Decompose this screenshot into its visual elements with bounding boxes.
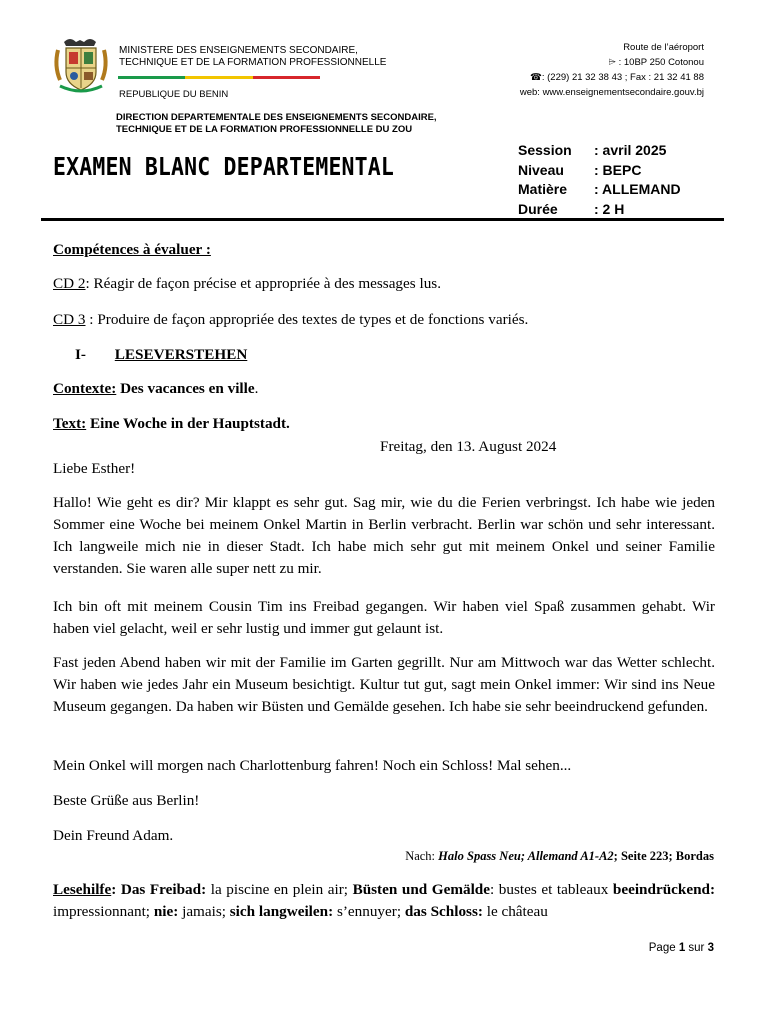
- glossary-def: la piscine en plein air;: [206, 881, 353, 898]
- text-label: Text:: [53, 415, 87, 432]
- level-row: [518, 161, 681, 181]
- source-book: Halo Spass Neu; Allemand A1-A2: [438, 849, 614, 863]
- source-citation: [405, 847, 714, 865]
- glossary-term: beeindrückend:: [612, 881, 716, 898]
- glossary-def: s’ennuyer;: [333, 903, 405, 920]
- page-footer: [649, 942, 714, 954]
- duration-row: [518, 200, 681, 220]
- ministry-line-2: TECHNIQUE ET DE LA FORMATION PROFESSIONNELLE: [119, 57, 387, 68]
- contexte-end: .: [254, 380, 259, 397]
- source-prefix: Nach:: [405, 849, 439, 863]
- direction-line-2: TECHNIQUE ET DE LA FORMATION PROFESSIONNELLE DU ZOU: [116, 124, 413, 135]
- letter-paragraph-4: Mein Onkel will morgen nach Charlottenburg fahren! Noch ein Schloss! Mal sehen...: [53, 757, 572, 774]
- cd3-line: [53, 309, 715, 331]
- website: web: www.enseignementsecondaire.gouv.bj: [519, 87, 704, 98]
- glossary-term: Das Freibad:: [120, 881, 207, 898]
- contexte-text: Des vacances en ville: [116, 380, 255, 397]
- benin-coat-of-arms-logo: [50, 36, 112, 94]
- lesehilfe-block: Lesehilfe: Das Freibad: la piscine en plein air; Büsten und Gemälde: bustes et tableaux beeindrückend: impressionnant; nie: jamais; sich langweilen: s’ennuyer; das Schloss: le château: [53, 881, 716, 920]
- letter-signature: Dein Freund Adam.: [53, 827, 174, 844]
- cd2-line: [53, 273, 715, 295]
- duration-label: Durée: [518, 200, 558, 217]
- competences-heading: Compétences à évaluer :: [53, 241, 211, 258]
- glossary-term: nie:: [153, 903, 179, 920]
- phone-fax: ☎: (229) 21 32 38 43 ; Fax : 21 32 41 88: [530, 72, 704, 83]
- page-word: Page: [648, 942, 679, 954]
- session-label: Session: [518, 142, 572, 158]
- subject-row: [518, 180, 681, 200]
- glossary-def: jamais;: [178, 903, 230, 920]
- direction-line-1: DIRECTION DEPARTEMENTALE DES ENSEIGNEMENTS SECONDAIRE,: [116, 112, 437, 123]
- text-title-line: [53, 413, 715, 435]
- cd3-text: : Produire de façon appropriée des textes de types et de fonctions variés.: [85, 311, 529, 328]
- direction-name: [116, 112, 437, 136]
- duration-value: : 2 H: [594, 200, 625, 217]
- republic-name: REPUBLIQUE DU BENIN: [119, 89, 229, 100]
- letter-paragraph-2: Ich bin oft mit meinem Cousin Tim ins Freibad gegangen. Wir haben viel Spaß zusammen gehabt. Wir haben viel gelacht, weil er sehr lustig und immer gut gelaunt ist.: [53, 598, 715, 637]
- glossary-def: le château: [482, 903, 548, 920]
- ministry-name: [119, 45, 386, 69]
- glossary-def: : bustes et tableaux: [490, 881, 613, 898]
- glossary-term: Büsten und Gemälde: [352, 881, 490, 898]
- header-divider: [41, 218, 724, 221]
- flag-red: [253, 76, 320, 79]
- letter-greeting: Liebe Esther!: [53, 460, 136, 477]
- page-total: 3: [707, 942, 714, 954]
- exam-title: EXAMEN BLANC DEPARTEMENTAL: [53, 152, 395, 181]
- session-row: [518, 141, 681, 161]
- level-label: Niveau: [518, 161, 564, 178]
- letter-paragraph-1: Hallo! Wie geht es dir? Mir klappt es sehr gut. Sag mir, wie du die Ferien verbringst. Ich habe wie jeden Sommer eine Woche bei meinem Onkel Martin in Berlin verbracht. Berlin war schön und sehr interessant. Ich langweile mich nie in dieser Stadt. Ich habe mich sehr gut mit meinem Onkel und seiner Familie verstanden. Sie waren alle super nett zu mir.: [53, 494, 715, 577]
- letter-paragraph-3: Fast jeden Abend haben wir mit der Familie im Garten gegrillt. Nur am Mittwoch war das Wetter schlecht. Wir haben wie jedes Jahr ein Museum besichtigt. Kultur tut gut, sagt mein Onkel immer: Wir sind ins Neue Museum gegangen. Da haben wir Büsten und Gemälde gesehen. Ich habe sie sehr beeindruckend gefunden.: [53, 654, 715, 715]
- contact-block: [520, 40, 704, 100]
- glossary-term: sich langweilen:: [229, 903, 334, 920]
- ministry-line-1: MINISTERE DES ENSEIGNEMENTS SECONDAIRE,: [119, 45, 358, 56]
- competences-title: [53, 239, 715, 261]
- text-title: Eine Woche in der Hauptstadt.: [86, 415, 290, 432]
- flag-yellow: [185, 76, 252, 79]
- subject-value: : ALLEMAND: [594, 181, 681, 197]
- cd2-text: : Réagir de façon précise et appropriée à des messages lus.: [85, 275, 441, 292]
- section-heading: [75, 344, 737, 366]
- section-number: I-: [75, 346, 86, 363]
- cd3-label: CD 3: [53, 311, 86, 328]
- level-value: : BEPC: [594, 161, 642, 178]
- section-title: LESEVERSTEHEN: [114, 346, 248, 363]
- session-info: [518, 141, 681, 219]
- page-number: 1: [678, 942, 686, 954]
- lesehilfe-label: Lesehilfe: [53, 881, 112, 898]
- address: Route de l’aéroport: [623, 42, 704, 53]
- contexte-line: [53, 378, 715, 400]
- cd2-label: CD 2: [53, 275, 86, 292]
- source-rest: ; Seite 223; Bordas: [613, 849, 714, 863]
- po-box: ⌲ : 10BP 250 Cotonou: [608, 57, 704, 68]
- letter-closing: Beste Grüße aus Berlin!: [53, 792, 200, 809]
- flag-color-bar: [118, 76, 320, 79]
- session-value: : avril 2025: [594, 142, 667, 158]
- glossary-def: impressionnant;: [53, 903, 154, 920]
- letter-date: Freitag, den 13. August 2024: [380, 438, 557, 455]
- subject-label: Matière: [518, 181, 568, 197]
- contexte-label: Contexte:: [53, 380, 117, 397]
- flag-green: [118, 76, 185, 79]
- glossary-term: das Schloss:: [404, 903, 483, 920]
- page-of-word: sur: [685, 942, 708, 954]
